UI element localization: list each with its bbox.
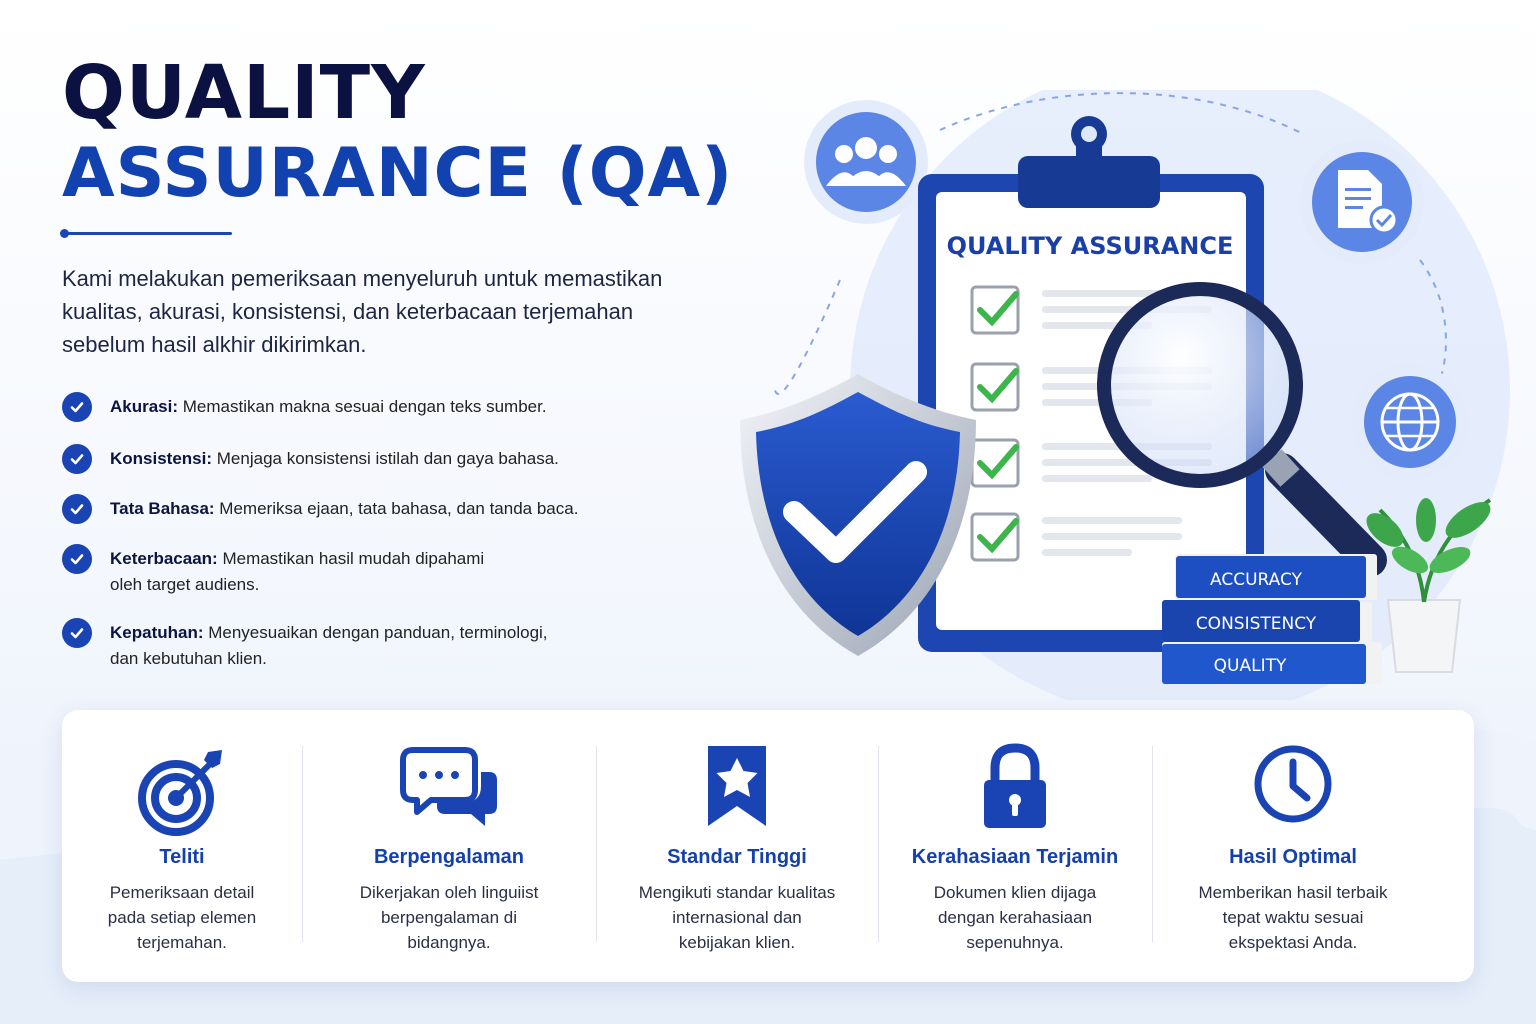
point-label: Tata Bahasa: <box>110 499 215 518</box>
point-label: Konsistensi: <box>110 449 213 468</box>
feature-title: Kerahasiaan Terjamin <box>911 846 1119 868</box>
feature-title: Teliti <box>159 846 205 868</box>
point-keterbacaan <box>62 544 484 598</box>
book-label-quality: QUALITY <box>1213 656 1287 676</box>
feature-title: Hasil Optimal <box>1229 846 1357 868</box>
globe-icon <box>1352 364 1468 480</box>
feature-desc: Dokumen klien dijaga dengan kerahasiaan sepenuhnya. <box>933 883 1097 952</box>
clipboard-title: QUALITY ASSURANCE <box>946 232 1234 260</box>
chat-bubbles-icon <box>397 742 501 838</box>
feature-desc: Dikerjakan oleh linguiist berpengalaman di bidangnya. <box>359 883 539 952</box>
page-title-line1: QUALITY <box>62 50 426 136</box>
users-icon <box>804 100 928 224</box>
book-label-accuracy: ACCURACY <box>1210 570 1302 590</box>
point-desc: Menyesuaikan dengan panduan, terminologi, <box>208 623 548 642</box>
check-circle-icon <box>62 544 92 574</box>
point-desc: Menjaga konsistensi istilah dan gaya bahasa. <box>216 449 559 468</box>
target-icon <box>134 742 230 838</box>
padlock-icon <box>980 742 1050 832</box>
book-label-consistency: CONSISTENCY <box>1195 614 1317 634</box>
point-konsistensi <box>62 444 559 474</box>
clock-icon <box>1251 742 1335 826</box>
feature-hasil-optimal <box>1152 710 1434 982</box>
check-circle-icon <box>62 392 92 422</box>
feature-desc: Pemeriksaan detail pada setiap elemen terjemahan. <box>107 883 257 952</box>
feature-berpengalaman <box>302 710 596 982</box>
document-check-icon <box>1300 140 1424 264</box>
feature-kerahasiaan <box>878 710 1152 982</box>
page-title-line2: ASSURANCE (QA) <box>62 134 734 213</box>
point-label: Kepatuhan: <box>110 623 204 642</box>
feature-desc: Mengikuti standar kualitas internasional dan kebijakan klien. <box>638 883 836 952</box>
check-circle-icon <box>62 618 92 648</box>
features-panel <box>62 710 1474 982</box>
feature-standar-tinggi <box>596 710 878 982</box>
feature-title: Berpengalaman <box>373 846 525 868</box>
books-stack <box>1162 554 1382 684</box>
point-desc: Memastikan hasil mudah dipahami <box>222 549 485 568</box>
point-akurasi <box>62 392 547 422</box>
point-desc: Memeriksa ejaan, tata bahasa, dan tanda baca. <box>219 499 579 518</box>
check-circle-icon <box>62 494 92 524</box>
feature-title: Standar Tinggi <box>667 846 807 868</box>
intro-paragraph: Kami melakukan pemeriksaan menyeluruh untuk memastikan kualitas, akurasi, konsistensi, dan keterbacaan terjemahan sebelum hasil alkhir dikirimkan. <box>62 266 663 357</box>
qa-illustration <box>720 90 1520 700</box>
point-desc: Memastikan makna sesuai dengan teks sumber. <box>182 397 547 416</box>
check-circle-icon <box>62 444 92 474</box>
point-desc-line2: oleh target audiens. <box>110 575 260 594</box>
star-ribbon-icon <box>702 742 772 832</box>
point-kepatuhan <box>62 618 548 672</box>
point-label: Akurasi: <box>110 397 179 416</box>
title-underline <box>62 232 232 235</box>
point-label: Keterbacaan: <box>110 549 218 568</box>
feature-desc: Memberikan hasil terbaik tepat waktu sesuai ekspektasi Anda. <box>1198 883 1388 952</box>
feature-teliti <box>62 710 302 982</box>
point-desc-line2: dan kebutuhan klien. <box>110 649 267 668</box>
point-tata-bahasa <box>62 494 578 524</box>
